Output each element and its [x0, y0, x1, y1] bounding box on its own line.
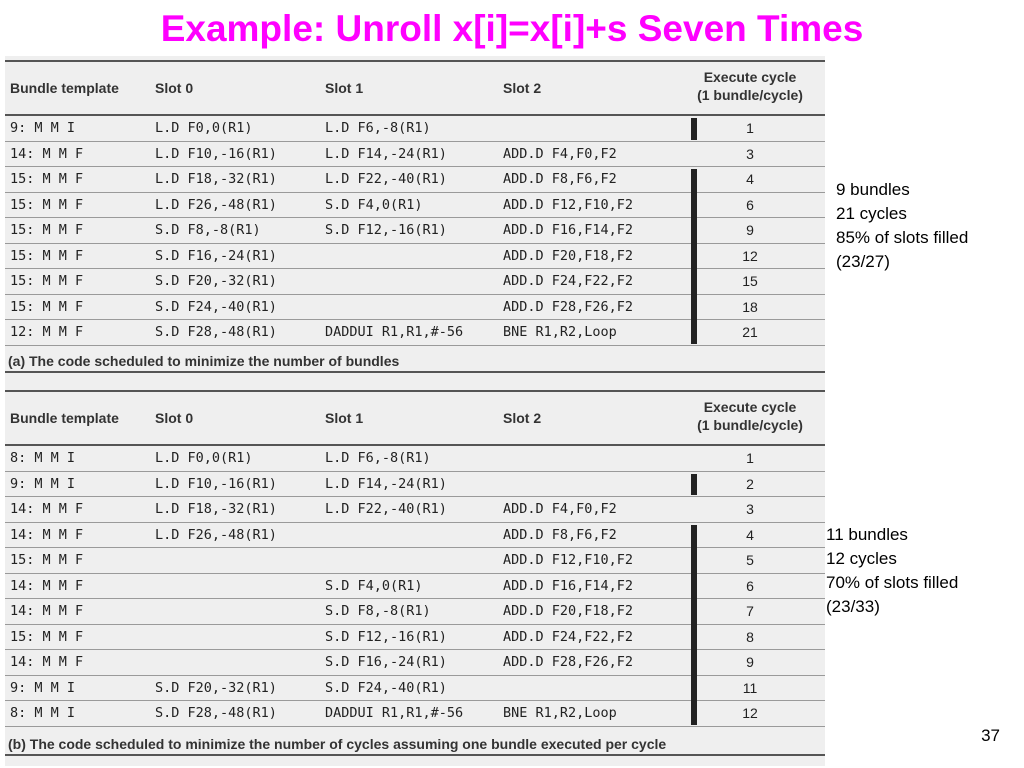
cell-slot1: L.D F22,-40(R1)	[325, 501, 447, 518]
cell-cycle: 4	[746, 526, 754, 543]
table-row	[5, 676, 825, 702]
cell-cycle: 1	[746, 120, 754, 137]
table-row	[5, 599, 825, 625]
cell-slot0: S.D F28,-48(R1)	[155, 705, 277, 722]
cell-slot0: S.D F20,-32(R1)	[155, 679, 277, 696]
cell-slot1: S.D F4,0(R1)	[325, 577, 423, 594]
cell-slot2: ADD.D F28,F26,F2	[503, 654, 634, 671]
header-slot2: Slot 2	[503, 410, 542, 426]
cell-slot0: L.D F0,0(R1)	[155, 450, 253, 467]
cell-slot0: S.D F24,-40(R1)	[155, 298, 277, 315]
gap-marker	[691, 169, 697, 344]
table-row	[5, 218, 825, 244]
table-row	[5, 472, 825, 498]
stats-line: 9 bundles	[836, 180, 910, 199]
cell-slot1: L.D F22,-40(R1)	[325, 171, 447, 188]
cell-slot2: BNE R1,R2,Loop	[503, 324, 617, 341]
stats-line: 12 cycles	[826, 549, 897, 568]
cell-slot1: S.D F8,-8(R1)	[325, 603, 431, 620]
table-caption: (b) The code scheduled to minimize the number of cycles assuming one bundle executed per cycle	[5, 736, 825, 756]
cell-slot0: L.D F26,-48(R1)	[155, 526, 277, 543]
cell-slot2: ADD.D F8,F6,F2	[503, 171, 617, 188]
cell-slot0: L.D F0,0(R1)	[155, 120, 253, 137]
cell-slot0: S.D F16,-24(R1)	[155, 247, 277, 264]
cell-template: 14: M M F	[10, 145, 84, 162]
cell-slot1: DADDUI R1,R1,#-56	[325, 705, 464, 722]
table-row	[5, 446, 825, 472]
table-row	[5, 244, 825, 270]
cell-cycle: 8	[746, 628, 754, 645]
header-execute-line2: (1 bundle/cycle)	[697, 417, 803, 433]
cell-cycle: 11	[742, 679, 758, 696]
stats-b	[826, 523, 958, 619]
table-row	[5, 548, 825, 574]
cell-cycle: 6	[746, 577, 754, 594]
cell-template: 9: M M I	[10, 120, 76, 137]
cell-cycle: 1	[746, 450, 754, 467]
table-row	[5, 167, 825, 193]
cell-cycle: 12	[742, 705, 758, 722]
table-header	[5, 60, 825, 116]
table-row	[5, 116, 825, 142]
cell-slot1: DADDUI R1,R1,#-56	[325, 324, 464, 341]
cell-slot2: ADD.D F4,F0,F2	[503, 145, 617, 162]
cell-slot0: L.D F18,-32(R1)	[155, 501, 277, 518]
cell-template: 15: M M F	[10, 628, 84, 645]
cell-slot1: L.D F6,-8(R1)	[325, 120, 431, 137]
cell-slot2: ADD.D F16,F14,F2	[503, 577, 634, 594]
table-row	[5, 650, 825, 676]
cell-cycle: 4	[746, 171, 754, 188]
cell-slot0: S.D F20,-32(R1)	[155, 273, 277, 290]
cell-slot0: S.D F28,-48(R1)	[155, 324, 277, 341]
header-bundle-template: Bundle template	[10, 410, 119, 426]
stats-line: (23/33)	[826, 597, 880, 616]
cell-template: 8: M M I	[10, 705, 76, 722]
cell-slot1: S.D F12,-16(R1)	[325, 222, 447, 239]
cell-slot1: S.D F4,0(R1)	[325, 196, 423, 213]
cell-cycle: 9	[746, 654, 754, 671]
header-slot1: Slot 1	[325, 410, 364, 426]
cell-slot2: ADD.D F16,F14,F2	[503, 222, 634, 239]
header-execute-cycle	[675, 68, 825, 104]
table-scan	[5, 56, 825, 766]
cell-slot2: BNE R1,R2,Loop	[503, 705, 617, 722]
table-row	[5, 523, 825, 549]
table-row	[5, 193, 825, 219]
cell-template: 15: M M F	[10, 273, 84, 290]
table-row	[5, 269, 825, 295]
cell-slot0: S.D F8,-8(R1)	[155, 222, 261, 239]
stats-line: 85% of slots filled	[836, 228, 969, 247]
stats-line: 21 cycles	[836, 204, 907, 223]
cell-slot1: L.D F14,-24(R1)	[325, 145, 447, 162]
table-row	[5, 497, 825, 523]
cell-slot1: S.D F16,-24(R1)	[325, 654, 447, 671]
table-row	[5, 625, 825, 651]
header-slot0: Slot 0	[155, 410, 194, 426]
cell-slot1: S.D F24,-40(R1)	[325, 679, 447, 696]
cell-template: 9: M M I	[10, 475, 76, 492]
cell-slot0: L.D F10,-16(R1)	[155, 475, 277, 492]
cell-slot2: ADD.D F8,F6,F2	[503, 526, 617, 543]
cell-template: 15: M M F	[10, 247, 84, 264]
gap-marker	[691, 474, 697, 496]
header-slot1: Slot 1	[325, 80, 364, 96]
cell-template: 15: M M F	[10, 222, 84, 239]
cell-cycle: 21	[742, 324, 758, 341]
table-row	[5, 701, 825, 727]
header-execute-line2: (1 bundle/cycle)	[697, 87, 803, 103]
cell-slot0: L.D F10,-16(R1)	[155, 145, 277, 162]
header-execute-line1: Execute cycle	[703, 69, 797, 85]
cell-cycle: 18	[742, 298, 758, 315]
cell-template: 15: M M F	[10, 196, 84, 213]
header-execute-cycle	[675, 398, 825, 434]
cell-template: 12: M M F	[10, 324, 84, 341]
slide-title: Example: Unroll x[i]=x[i]+s Seven Times	[160, 8, 864, 49]
table-header	[5, 390, 825, 446]
cell-template: 9: M M I	[10, 679, 76, 696]
cell-cycle: 2	[746, 475, 754, 492]
cell-cycle: 3	[746, 501, 754, 518]
cell-slot2: ADD.D F12,F10,F2	[503, 552, 634, 569]
cell-slot2: ADD.D F12,F10,F2	[503, 196, 634, 213]
stats-line: (23/27)	[836, 252, 890, 271]
header-execute-line1: Execute cycle	[703, 399, 797, 415]
cell-template: 15: M M F	[10, 552, 84, 569]
cell-slot2: ADD.D F4,F0,F2	[503, 501, 617, 518]
cell-slot0: L.D F26,-48(R1)	[155, 196, 277, 213]
header-slot0: Slot 0	[155, 80, 194, 96]
cell-template: 15: M M F	[10, 171, 84, 188]
table-row	[5, 320, 825, 346]
cell-cycle: 9	[746, 222, 754, 239]
cell-cycle: 5	[746, 552, 754, 569]
cell-template: 8: M M I	[10, 450, 76, 467]
gap-marker	[691, 525, 697, 725]
cell-cycle: 15	[742, 273, 758, 290]
page-number: 37	[981, 726, 1000, 745]
cell-slot1: L.D F6,-8(R1)	[325, 450, 431, 467]
table-row	[5, 142, 825, 168]
cell-slot1: S.D F12,-16(R1)	[325, 628, 447, 645]
cell-template: 14: M M F	[10, 577, 84, 594]
stats-line: 70% of slots filled	[826, 573, 959, 592]
header-bundle-template: Bundle template	[10, 80, 119, 96]
stats-a	[836, 178, 968, 274]
cell-cycle: 6	[746, 196, 754, 213]
header-slot2: Slot 2	[503, 80, 542, 96]
cell-template: 14: M M F	[10, 603, 84, 620]
cell-slot0: L.D F18,-32(R1)	[155, 171, 277, 188]
cell-cycle: 7	[746, 603, 754, 620]
cell-slot1: L.D F14,-24(R1)	[325, 475, 447, 492]
cell-slot2: ADD.D F24,F22,F2	[503, 628, 634, 645]
cell-template: 15: M M F	[10, 298, 84, 315]
cell-slot2: ADD.D F28,F26,F2	[503, 298, 634, 315]
cell-slot2: ADD.D F24,F22,F2	[503, 273, 634, 290]
table-row	[5, 295, 825, 321]
cell-cycle: 12	[742, 247, 758, 264]
stats-line: 11 bundles	[826, 525, 908, 544]
cell-slot2: ADD.D F20,F18,F2	[503, 603, 634, 620]
cell-template: 14: M M F	[10, 526, 84, 543]
table-row	[5, 574, 825, 600]
table-caption: (a) The code scheduled to minimize the number of bundles	[5, 353, 825, 373]
gap-marker	[691, 118, 697, 140]
cell-cycle: 3	[746, 145, 754, 162]
cell-template: 14: M M F	[10, 501, 84, 518]
cell-slot2: ADD.D F20,F18,F2	[503, 247, 634, 264]
cell-template: 14: M M F	[10, 654, 84, 671]
